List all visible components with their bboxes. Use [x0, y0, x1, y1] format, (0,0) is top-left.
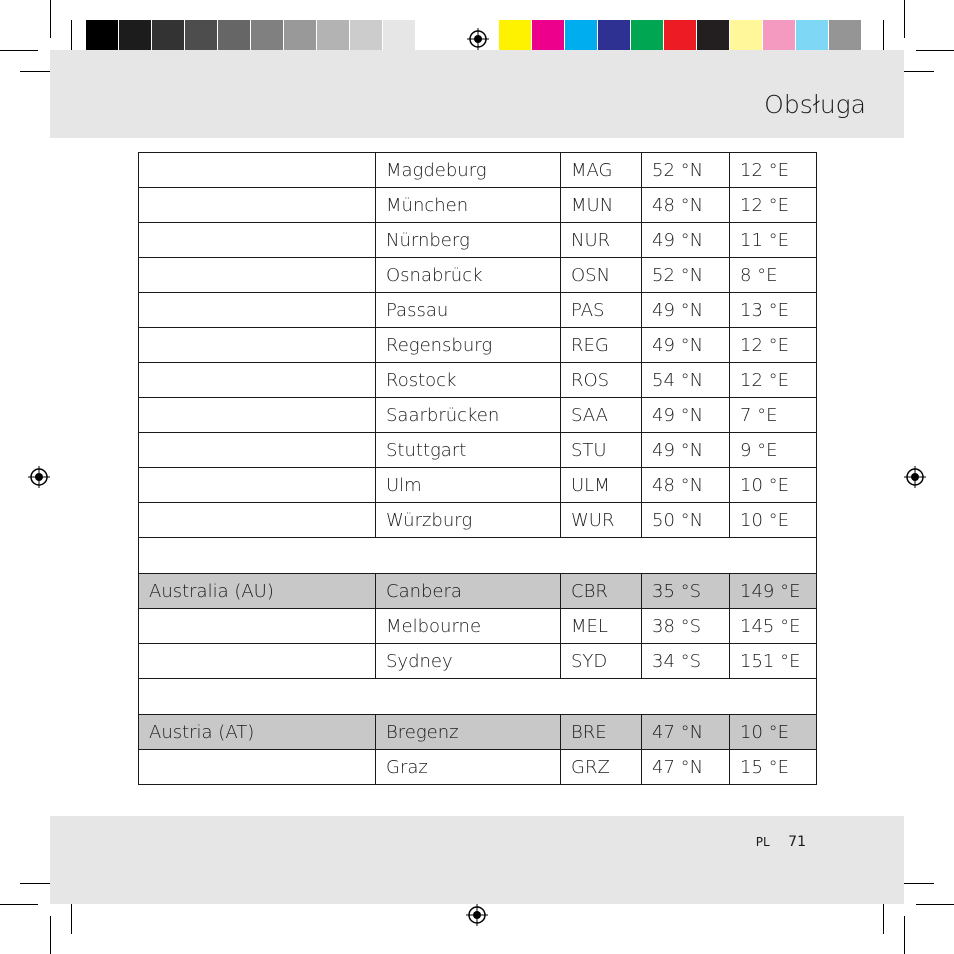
latitude-cell: 47 °N [642, 750, 730, 785]
crop-mark [904, 883, 934, 884]
country-cell [139, 644, 376, 679]
crop-mark [71, 20, 72, 50]
table-row [139, 644, 817, 679]
table-row [139, 223, 817, 258]
latitude-cell: 47 °N [642, 715, 730, 750]
longitude-cell: 7 °E [730, 398, 817, 433]
city-code-table [138, 152, 817, 785]
code-cell: CBR [561, 574, 642, 609]
country-cell [139, 293, 376, 328]
latitude-cell: 38 °S [642, 609, 730, 644]
longitude-cell: 15 °E [730, 750, 817, 785]
code-cell: ROS [561, 363, 642, 398]
table-row [139, 715, 817, 750]
city-cell: Ulm [376, 468, 561, 503]
country-cell [139, 188, 376, 223]
color-swatch [218, 20, 251, 54]
table-row [139, 398, 817, 433]
longitude-cell: 12 °E [730, 328, 817, 363]
crop-mark [20, 71, 50, 72]
color-swatch [185, 20, 218, 54]
city-cell: Passau [376, 293, 561, 328]
crop-mark [883, 20, 884, 50]
crop-mark [904, 0, 905, 38]
latitude-cell: 48 °N [642, 188, 730, 223]
crop-mark [883, 904, 884, 934]
longitude-cell: 151 °E [730, 644, 817, 679]
color-swatch [317, 20, 350, 54]
table-row [139, 153, 817, 188]
table-spacer-row [139, 538, 817, 574]
color-swatch [763, 20, 796, 54]
country-cell [139, 223, 376, 258]
city-cell: Graz [376, 750, 561, 785]
registration-mark-icon [466, 904, 488, 926]
crop-mark [904, 916, 905, 954]
latitude-cell: 49 °N [642, 398, 730, 433]
page-title: Obsługa [764, 90, 866, 119]
code-cell: MAG [561, 153, 642, 188]
color-swatch [598, 20, 631, 54]
registration-mark-icon [467, 28, 489, 50]
city-cell: Sydney [376, 644, 561, 679]
city-cell: Würzburg [376, 503, 561, 538]
country-cell [139, 398, 376, 433]
table-row [139, 574, 817, 609]
longitude-cell: 9 °E [730, 433, 817, 468]
crop-mark [50, 0, 51, 38]
code-cell: STU [561, 433, 642, 468]
country-cell [139, 328, 376, 363]
registration-mark-icon [28, 466, 50, 488]
table-row [139, 328, 817, 363]
table-row [139, 750, 817, 785]
color-swatch [664, 20, 697, 54]
city-cell: Melbourne [376, 609, 561, 644]
latitude-cell: 49 °N [642, 433, 730, 468]
longitude-cell: 149 °E [730, 574, 817, 609]
longitude-cell: 8 °E [730, 258, 817, 293]
color-swatch [251, 20, 284, 54]
country-cell [139, 609, 376, 644]
code-cell: SYD [561, 644, 642, 679]
longitude-cell: 10 °E [730, 503, 817, 538]
color-swatch [350, 20, 383, 54]
footer-band [50, 816, 904, 904]
country-cell [139, 258, 376, 293]
code-cell: REG [561, 328, 642, 363]
city-cell: Nürnberg [376, 223, 561, 258]
country-cell: Austria (AT) [139, 715, 376, 750]
latitude-cell: 52 °N [642, 258, 730, 293]
latitude-cell: 50 °N [642, 503, 730, 538]
spacer-cell [139, 679, 817, 715]
crop-mark [71, 904, 72, 934]
color-swatch [697, 20, 730, 54]
city-cell: München [376, 188, 561, 223]
code-cell: NUR [561, 223, 642, 258]
latitude-cell: 35 °S [642, 574, 730, 609]
country-cell [139, 433, 376, 468]
longitude-cell: 12 °E [730, 153, 817, 188]
color-swatch [532, 20, 565, 54]
city-cell: Magdeburg [376, 153, 561, 188]
country-cell [139, 153, 376, 188]
table-row [139, 363, 817, 398]
crop-mark [50, 916, 51, 954]
code-cell: ULM [561, 468, 642, 503]
code-cell: MEL [561, 609, 642, 644]
color-swatch [829, 20, 862, 54]
city-cell: Bregenz [376, 715, 561, 750]
table-row [139, 433, 817, 468]
city-cell: Regensburg [376, 328, 561, 363]
crop-mark [916, 904, 954, 905]
color-swatch [86, 20, 119, 54]
table-row [139, 503, 817, 538]
color-swatch [730, 20, 763, 54]
spacer-cell [139, 538, 817, 574]
longitude-cell: 11 °E [730, 223, 817, 258]
table-row [139, 293, 817, 328]
country-cell [139, 363, 376, 398]
code-cell: GRZ [561, 750, 642, 785]
process-color-bar [499, 20, 862, 54]
crop-mark [0, 50, 38, 51]
code-cell: MUN [561, 188, 642, 223]
city-cell: Rostock [376, 363, 561, 398]
table-spacer-row [139, 679, 817, 715]
color-swatch [416, 20, 449, 54]
code-cell: BRE [561, 715, 642, 750]
table-row [139, 468, 817, 503]
table-row [139, 258, 817, 293]
color-swatch [383, 20, 416, 54]
latitude-cell: 49 °N [642, 223, 730, 258]
color-swatch [631, 20, 664, 54]
table-row [139, 609, 817, 644]
code-cell: WUR [561, 503, 642, 538]
country-cell [139, 750, 376, 785]
crop-mark [904, 71, 934, 72]
registration-mark-icon [904, 466, 926, 488]
country-cell [139, 503, 376, 538]
latitude-cell: 34 °S [642, 644, 730, 679]
color-swatch [152, 20, 185, 54]
latitude-cell: 52 °N [642, 153, 730, 188]
city-cell: Stuttgart [376, 433, 561, 468]
color-swatch [565, 20, 598, 54]
longitude-cell: 145 °E [730, 609, 817, 644]
country-cell [139, 468, 376, 503]
code-cell: PAS [561, 293, 642, 328]
color-swatch [119, 20, 152, 54]
city-cell: Canbera [376, 574, 561, 609]
crop-mark [20, 883, 50, 884]
crop-mark [0, 904, 38, 905]
page-footer [756, 834, 806, 850]
longitude-cell: 12 °E [730, 363, 817, 398]
language-code: PL [755, 835, 770, 849]
country-cell: Australia (AU) [139, 574, 376, 609]
code-cell: OSN [561, 258, 642, 293]
longitude-cell: 10 °E [730, 468, 817, 503]
city-cell: Osnabrück [376, 258, 561, 293]
code-cell: SAA [561, 398, 642, 433]
latitude-cell: 49 °N [642, 328, 730, 363]
table-row [139, 188, 817, 223]
city-cell: Saarbrücken [376, 398, 561, 433]
color-swatch [284, 20, 317, 54]
crop-mark [916, 50, 954, 51]
color-swatch [499, 20, 532, 54]
grayscale-color-bar [86, 20, 449, 54]
longitude-cell: 13 °E [730, 293, 817, 328]
city-table-body [139, 153, 817, 785]
latitude-cell: 49 °N [642, 293, 730, 328]
longitude-cell: 12 °E [730, 188, 817, 223]
color-swatch [796, 20, 829, 54]
latitude-cell: 54 °N [642, 363, 730, 398]
latitude-cell: 48 °N [642, 468, 730, 503]
longitude-cell: 10 °E [730, 715, 817, 750]
page-number: 71 [788, 834, 806, 850]
